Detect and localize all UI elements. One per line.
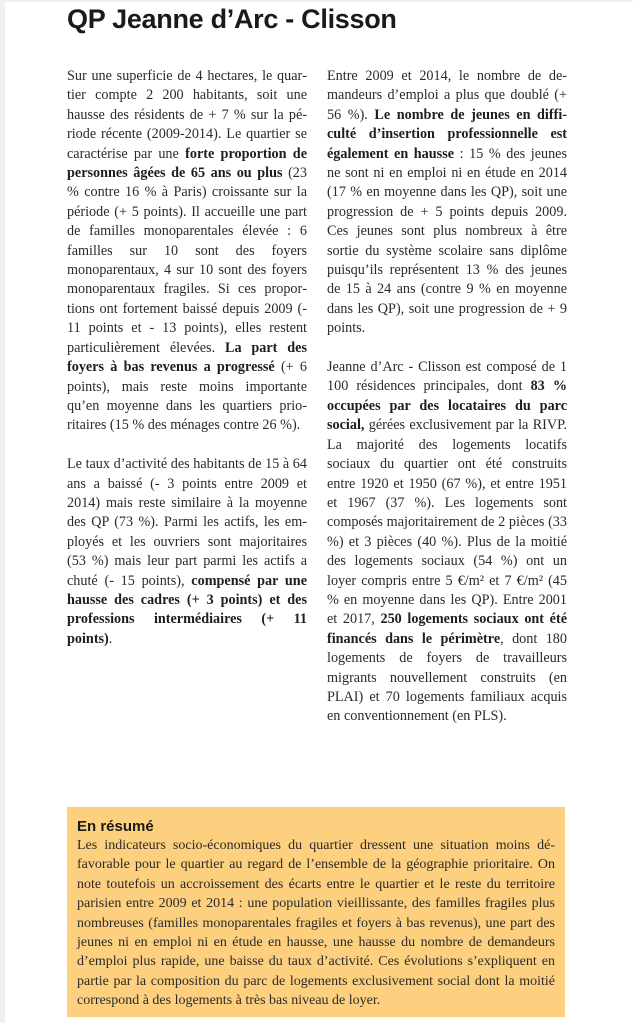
paragraph-population: Sur une superficie de 4 hectares, le quartier compte 2 200 habitants, soit une hausse des résidents de + 7 % sur la période récente (2009-2014). Le quartier se caractérise par une forte proportion de personnes âgées de 65 ans ou plus (23 % contre 16 % à Paris) croissante sur la période (+ 5 points). Il accueille une part de familles monoparentales élevée : 6 familles sur 10 sont des foyers monoparentaux, 4 sur 10 sont des foyers monoparentaux fragiles. Si ces proportions ont fortement baissé depuis 2009 (- 11 points et - 13 points), elles restent particulièrement élevées. La part des foyers à bas revenus a progressé (+ 6 points), mais reste moins importante qu’en moyenne dans les quartiers prioritaires (15 % des ménages contre 26 %). xyxy=(67,68,308,434)
paragraph-housing: Jeanne d’Arc - Clisson est composé de 1 100 résidences principales, dont 83 % occupées par des locataires du parc social, gérées exclusivement par la RIVP. La majorité des logements locatifs sociaux du quartier ont été construits entre 1920 et 1950 (67 %), et entre 1951 et 1967 (37 %). Les logements sont composés majoritairement de 2 pièces (33 %) et 3 pièces (40 %). Plus de la moitié des logements sociaux (54 %) ont un loyer compris entre 5 €/m² et 7 €/m² (45 % en moyenne dans les QP). Entre 2001 et 2017, 250 logements sociaux ont été financés dans le périmètre, dont 180 logements de foyers de travailleurs migrants nouvellement construits (en PLAI) et 70 logements familiaux acquis en conventionnement (en PLS). xyxy=(327,359,567,725)
left-column xyxy=(67,67,307,669)
summary-box xyxy=(67,807,565,1017)
summary-heading: En résumé xyxy=(77,818,154,835)
right-column xyxy=(327,67,567,746)
paragraph-employment: Entre 2009 et 2014, le nombre de demandeurs d’emploi a plus que doublé (+ 56 %). Le nombre de jeunes en difficulté d’insertion professionnelle est également en hausse : 15 % des jeunes ne sont ni en emploi ni en étude en 2014 (17 % en moyenne dans les QP), soit une progression de + 5 points depuis 2009. Ces jeunes sont plus nombreux à être sortie du système scolaire sans diplôme puisqu’ils représentent 13 % des jeunes de 15 à 24 ans (contre 9 % en moyenne dans les QP), soit une progression de + 9 points. xyxy=(327,68,568,337)
paragraph-activity: Le taux d’activité des habitants de 15 à 64 ans a baissé (- 3 points entre 2009 et 2014) mais reste similaire à la moyenne des QP (73 %). Parmi les actifs, les employés et les ouvriers sont majoritaires (53 %) mais leur part parmi les actifs a chuté (- 15 points), compensé par une hausse des cadres (+ 3 points) et des professions intermédiaires (+ 11 points). xyxy=(67,456,307,647)
page-left-edge xyxy=(0,0,5,1023)
summary-body: Les indicateurs socio-économiques du quartier dressent une situation moins défavorable pour le quartier au regard de l’ensemble de la géographie prioritaire. On note toutefois un accroissement des écarts entre le quartier et le reste du territoire parisien entre 2009 et 2014 : une population vieillissante, des familles fragiles plus nombreuses (familles monoparentales fragiles et foyers à bas revenus), une part des jeunes ni en emploi ni en étude en hausse, une hausse du nombre de demandeurs d’emploi plus rapide, une baisse du taux d’activité. Ces évolutions s’expliquent en partie par la composition du parc de logements exclusivement social dont la moitié correspond à des logements à très bas niveau de loyer. xyxy=(77,838,555,1009)
page-top-edge xyxy=(0,0,633,2)
page-title: QP Jeanne d’Arc - Clisson xyxy=(67,4,397,34)
